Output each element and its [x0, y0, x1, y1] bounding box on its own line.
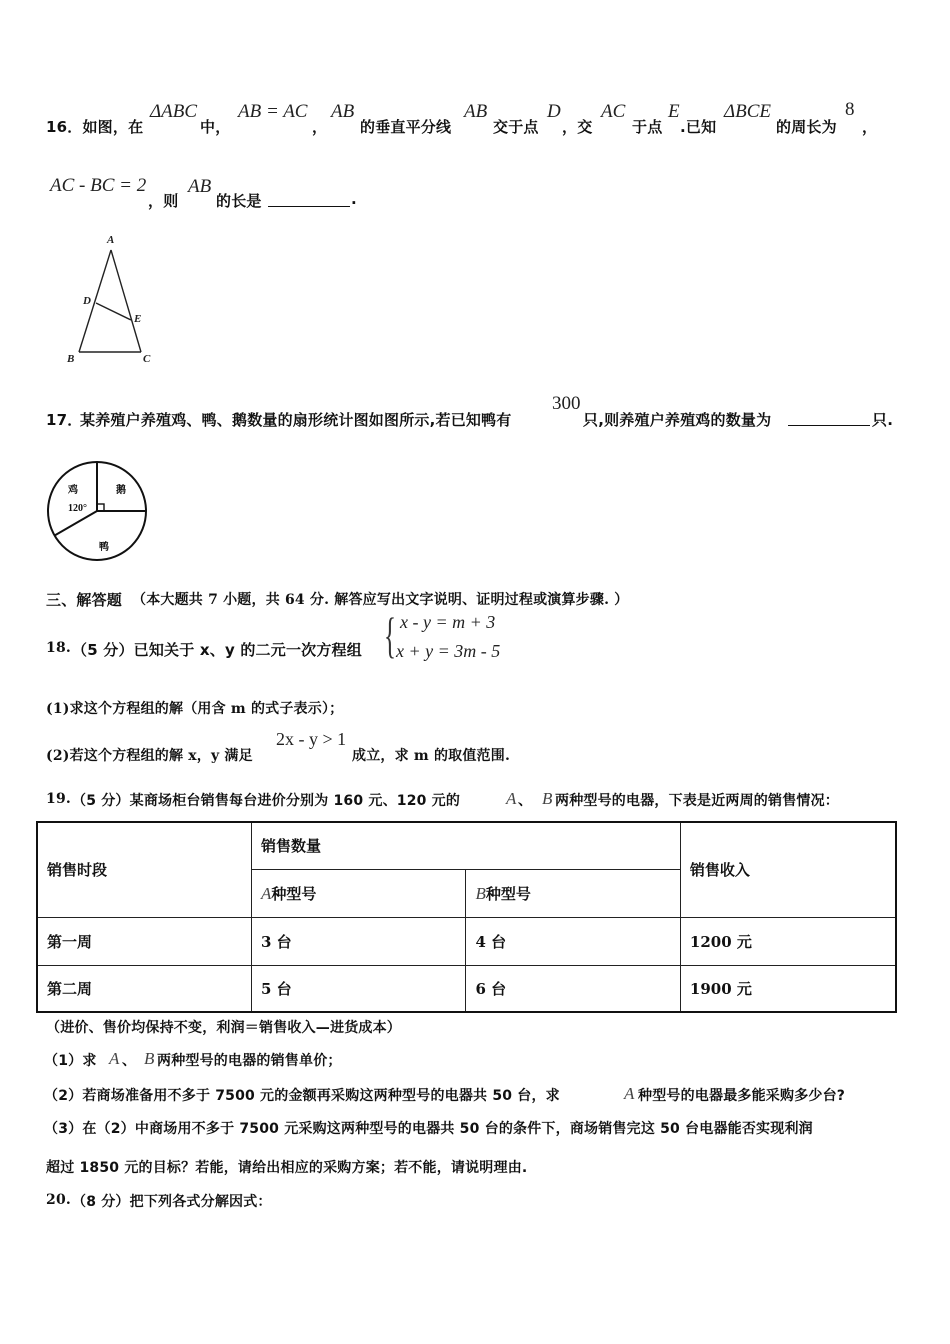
q20-number: 20.: [46, 1192, 71, 1208]
pie-label-goose: 鹅: [116, 485, 126, 496]
header-income: 销售收入: [680, 822, 896, 917]
equation-brace: {: [384, 607, 396, 663]
q19-var-b: B: [542, 789, 553, 808]
cell-b: 6 台: [466, 965, 680, 1012]
q16-math-triangle-abc: ΔABC: [150, 101, 198, 122]
q19-part2-text: 种型号的电器最多能采购多少台?: [638, 1088, 846, 1104]
vertex-label-a: A: [107, 234, 115, 246]
q16-math-ab: AB: [464, 101, 488, 122]
q16-text: ，: [862, 118, 878, 136]
q16-math-ab: AB: [188, 176, 212, 197]
q17-answer-blank[interactable]: [788, 409, 870, 426]
q19-text: （5 分）某商场柜台销售每台进价分别为 160 元、120 元的: [72, 793, 461, 809]
header-type-b-label: 种型号: [485, 884, 531, 903]
q16-math-ac-minus-bc: AC - BC = 2: [50, 175, 147, 196]
q19-part2: （2）若商场准备用不多于 7500 元的金额再采购这两种型号的电器共 50 台，求: [44, 1088, 560, 1104]
q16-math-ab-eq-ac: AB = AC: [238, 101, 308, 122]
vertex-label-c: C: [143, 353, 151, 365]
q16-text: 中，: [200, 118, 231, 136]
vertex-label-b: B: [67, 353, 75, 365]
q18-part2: (2)若这个方程组的解 x，y 满足: [46, 748, 253, 764]
q17-text: 某养殖户养殖鸡、鸭、鹅数量的扇形统计图如图所示,若已知鸭有: [80, 411, 512, 429]
q19-part1-var-b: B: [144, 1049, 155, 1068]
header-type-b: [466, 869, 680, 917]
q19-part1-text: 两种型号的电器的销售单价；: [157, 1053, 342, 1069]
triangle-figure: [55, 228, 165, 368]
pie-chart: [44, 460, 150, 562]
q16-math-8: 8: [845, 99, 855, 120]
q19-part1-var-a: A: [109, 1049, 120, 1068]
q19-part3-cont: 超过 1850 元的目标？若能，请给出相应的采购方案；若不能，请说明理由.: [46, 1160, 528, 1176]
q18-eq2: x + y = 3m - 5: [396, 641, 501, 661]
section-note: （本大题共 7 小题，共 64 分. 解答应写出文字说明、证明过程或演算步骤. ）: [132, 592, 629, 608]
q18-math-inequality: 2x - y > 1: [276, 729, 347, 749]
q18-part2-end: 成立，求 m 的取值范围.: [352, 748, 511, 764]
cell-income: 1200 元: [680, 917, 896, 965]
pie-label-duck: 鸭: [99, 542, 109, 553]
header-type-a-label: 种型号: [271, 884, 317, 903]
q16-math-triangle-bce: ΔBCE: [724, 101, 772, 122]
sales-table: [36, 821, 897, 1013]
table-row: [37, 917, 896, 965]
q16-text: 的垂直平分线: [360, 118, 452, 136]
q16-math-d: D: [547, 101, 561, 122]
q19-number: 19.: [46, 791, 71, 807]
q16-text: 的长是: [216, 192, 262, 210]
q16-text: ，: [312, 118, 328, 136]
cell-period: 第二周: [37, 965, 251, 1012]
cell-a: 5 台: [251, 965, 465, 1012]
q16-math-e: E: [668, 101, 680, 122]
var-b: B: [475, 883, 486, 903]
q16-text: ，则: [148, 192, 179, 210]
q16-number: 16．: [46, 118, 83, 136]
cell-period: 第一周: [37, 917, 251, 965]
q19-text: 两种型号的电器，下表是近两周的销售情况：: [555, 793, 839, 809]
header-type-a: [251, 869, 465, 917]
pie-angle-label: 120°: [68, 503, 87, 514]
cell-income: 1900 元: [680, 965, 896, 1012]
q16-text: .已知: [680, 118, 717, 136]
q16-text: .: [351, 190, 357, 208]
q16-line1: [46, 104, 143, 144]
q17-math-300: 300: [552, 393, 581, 414]
q16-text: 交于点: [493, 118, 539, 136]
q17-text: 只.: [872, 411, 894, 429]
cell-b: 4 台: [466, 917, 680, 965]
q16-text: 如图，在: [82, 118, 144, 136]
q17-text: 只,则养殖户养殖鸡的数量为: [583, 411, 772, 429]
q19-var-a: A: [506, 789, 517, 808]
q19-part1: （1）求: [44, 1053, 97, 1069]
q18-part1: (1)求这个方程组的解（用含 m 的式子表示）；: [46, 701, 344, 717]
q17-number: 17．: [46, 411, 83, 429]
q16-text: 于点: [632, 118, 663, 136]
q16-text: ，交: [562, 118, 593, 136]
header-quantity: 销售数量: [251, 822, 680, 869]
q19-note: （进价、售价均保持不变，利润＝销售收入—进货成本）: [46, 1020, 401, 1036]
q16-text: 的周长为: [776, 118, 837, 136]
q16-math-ac: AC: [601, 101, 626, 122]
q19-part3: （3）在（2）中商场用不多于 7500 元采购这两种型号的电器共 50 台的条件下，商场销售完这 50 台电器能否实现利润: [44, 1121, 813, 1137]
table-row: [37, 965, 896, 1012]
pie-label-chicken: 鸡: [68, 485, 78, 496]
var-a: A: [260, 883, 272, 903]
header-period: 销售时段: [37, 822, 251, 917]
vertex-label-d: D: [83, 295, 91, 307]
q19-part2-var-a: A: [624, 1084, 635, 1103]
q18-number: 18.: [46, 640, 71, 656]
cell-a: 3 台: [251, 917, 465, 965]
q16-math-ab: AB: [331, 101, 355, 122]
q19-text: 、: [518, 793, 533, 809]
q16-answer-blank[interactable]: [268, 190, 350, 207]
section-heading: 三、解答题: [46, 591, 123, 609]
q18-eq1: x - y = m + 3: [400, 612, 496, 632]
q20-text: （8 分）把下列各式分解因式：: [72, 1194, 272, 1210]
q18-text: （5 分）已知关于 x、y 的二元一次方程组: [72, 641, 362, 659]
vertex-label-e: E: [134, 313, 142, 325]
right-angle-mark: [97, 504, 104, 511]
q19-part1-sep: 、: [122, 1053, 137, 1069]
